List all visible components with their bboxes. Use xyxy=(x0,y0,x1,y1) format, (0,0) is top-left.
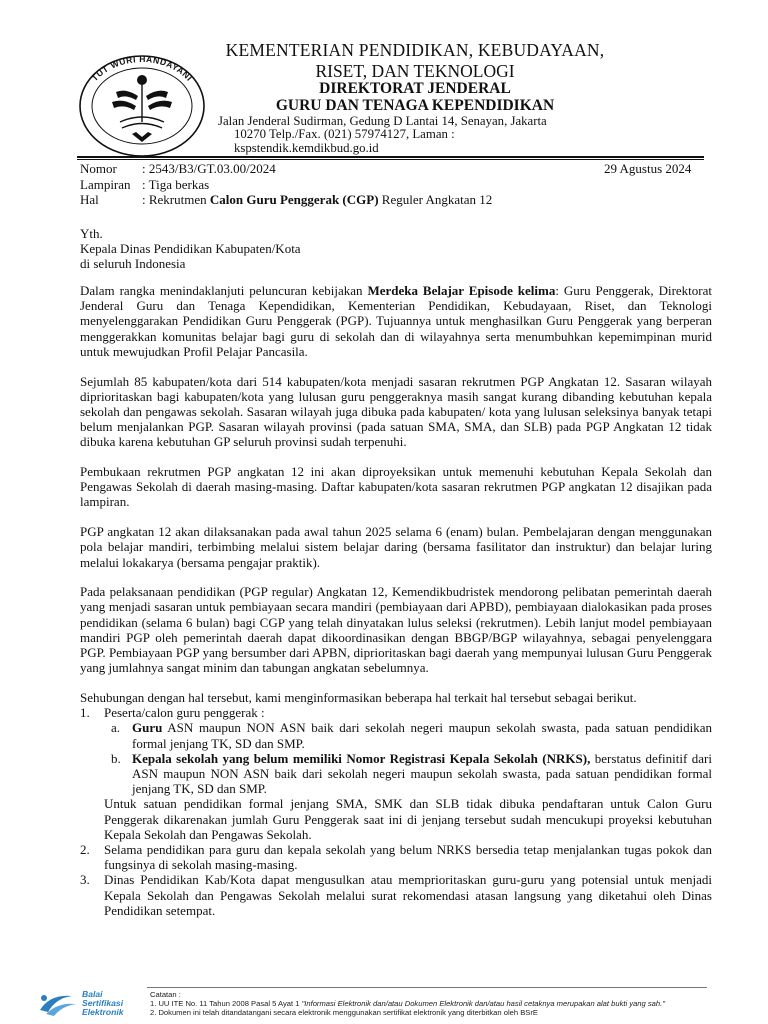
list-item-note: Untuk satuan pendidikan formal jenjang SMA, SMK dan SLB tidak dibuka pendaftaran untuk Calon Guru Penggerak dikarenakan jumlah Guru Penggerak saat ini di jenjang tersebut sudah mencukupi proyeksi kebutuhan Kepala Sekolah dan Pengawas Sekolah. xyxy=(104,796,712,842)
paragraph-2: Sejumlah 85 kabupaten/kota dari 514 kabupaten/kota menjadi sasaran rekrutmen PGP Angkatan 12. Sasaran wilayah diprioritaskan bagi kabupaten/kota yang lulusan guru penggeraknya masih sangat kurang dibanding kebutuhan kepala sekolah dan pengawas sekolah. Sasaran wilayah juga dibuka pada kabupaten/ kota yang lulusan seleksinya banyak tetapi belum menjalankan PGP. Sasaran wilayah provinsi (pada satuan SMA, SMA, dan SLB) pada PGP Angkatan 12 tidak dibuka karena kebutuhan GP seluruh provinsi sudah terpenuhi. xyxy=(80,373,712,450)
letter-date: 29 Agustus 2024 xyxy=(604,161,692,176)
list-item-text: Peserta/calon guru penggerak : xyxy=(104,705,265,721)
list-item-text: Selama pendidikan para guru dan kepala sekolah yang belum NRKS bersedia tetap menjalankan tugas pokok dan fungsinya di sekolah masing-masing. xyxy=(104,842,712,873)
note1-quote: "Informasi Elektronik dan/atau Dokumen Elektronik dan/atau hasil cetaknya merupakan alat bukti yang sah." xyxy=(301,999,665,1009)
bsre-text xyxy=(82,990,124,1017)
address-line1: Jalan Jenderal Sudirman, Gedung D Lantai 14, Senayan, Jakarta xyxy=(218,114,547,128)
letterhead-divider xyxy=(77,156,704,158)
paragraph-5: Pada pelaksanaan pendidikan (PGP regular) Angkatan 12, Kemendikbudristek mendorong pelibatan pemerintah daerah yang menjadi sasaran untuk pembiayaan secara mandiri (pembiayaan dari APBD), pembiayaan dialokasikan pada proses pendidikan (selama 6 bulan) bagi CGP yang telah dinyatakan lulus seleksi (rekrutmen). Lebih lanjut model pembiayaan mandiri PGP oleh pemerintah daerah dapat dikoordinasikan dengan BBGP/BGP wilayahnya, sebagai penyelenggara PGP. Pembiayaan PGP yang bersumber dari APBN, diprioritaskan bagi daerah yang mempunyai lulusan Guru Penggerak yang jumlahnya sangat minim dan tabungan angkatan sebelumnya. xyxy=(80,584,712,676)
list-number: 3. xyxy=(80,872,90,888)
footer-divider xyxy=(147,987,707,988)
svg-text:TUT WURI HANDAYANI: TUT WURI HANDAYANI xyxy=(89,53,195,84)
nomor-value: : 2543/B3/GT.03.00/2024 xyxy=(142,161,276,176)
nomor-label: Nomor xyxy=(80,161,117,176)
directorate-line1: DIREKTORAT JENDERAL xyxy=(319,80,511,97)
sub-list-item xyxy=(104,720,712,750)
letterhead-divider-thin xyxy=(77,159,704,160)
list-number: 1. xyxy=(80,705,90,721)
bsre-line3: Elektronik xyxy=(82,1007,124,1017)
list-item xyxy=(80,842,712,872)
address-line2: 10270 Telp./Fax. (021) 57974127, Laman : xyxy=(234,127,455,141)
sub-b-text: berstatus definitif dari ASN maupun NON ASN baik dari sekolah negeri maupun sekolah swasta, pada satuan pendidikan formal jenjang TK, SD dan SMP. xyxy=(132,750,712,797)
letter-body xyxy=(80,283,712,918)
hal-prefix: : Rekrutmen xyxy=(142,192,210,207)
sub-a-text: ASN maupun NON ASN baik dari sekolah negeri maupun sekolah swasta, pada satuan pendidikan formal jenjang TK, SD dan SMP. xyxy=(132,720,712,751)
bsre-logo xyxy=(36,990,146,1020)
ministry-name-line2: RISET, DAN TEKNOLOGI xyxy=(315,61,515,81)
directorate-line2: GURU DAN TENAGA KEPENDIDIKAN xyxy=(275,97,555,114)
footer-note-2: 2. Dokumen ini telah ditandatangani secara elektronik menggunakan sertifikat elektronik yang diterbitkan oleh BSrE xyxy=(150,1008,538,1018)
hal-bold: Calon Guru Penggerak (CGP) xyxy=(209,192,379,207)
paragraph-1 xyxy=(80,283,712,359)
footer-note-1 xyxy=(150,999,665,1008)
sub-list xyxy=(104,720,712,796)
bsre-line2: Sertifikasi xyxy=(82,998,124,1008)
p1-text-a: Dalam rangka menindaklanjuti peluncuran kebijakan xyxy=(80,283,368,298)
ministry-name-line1: KEMENTERIAN PENDIDIKAN, KEBUDAYAAN, xyxy=(225,40,605,60)
list-number: 2. xyxy=(80,842,90,857)
sub-list-item xyxy=(104,751,712,797)
lampiran-value: : Tiga berkas xyxy=(142,177,210,192)
recipient: Kepala Dinas Pendidikan Kabupaten/Kota xyxy=(80,241,301,256)
paragraph-6: Sehubungan dengan hal tersebut, kami menginformasikan beberapa hal terkait hal tersebut sebagai berikut. xyxy=(80,689,637,705)
recipient-scope: di seluruh Indonesia xyxy=(80,256,186,271)
sub-a-bold: Guru xyxy=(132,720,163,736)
website-link[interactable]: kspstendik.kemdikbud.go.id xyxy=(234,141,379,155)
sub-b-bold: Kepala sekolah yang belum memiliki Nomor Registrasi Kepala Sekolah (NRKS), xyxy=(132,750,591,766)
sub-list-letter: a. xyxy=(111,720,121,736)
nomor-row xyxy=(80,161,276,177)
lampiran-label: Lampiran xyxy=(80,177,131,192)
list-item xyxy=(80,872,712,918)
tut-wuri-handayani-logo xyxy=(76,52,208,160)
hal-suffix: Reguler Angkatan 12 xyxy=(378,192,493,207)
list-item-text: Dinas Pendidikan Kab/Kota dapat mengusulkan atau memprioritaskan guru-guru yang potensial untuk menjadi Kepala Sekolah dan Pengawas Sekolah melalui surat rekomendasi atasan langsung yang diketahui oleh Dinas Pendidikan setempat. xyxy=(104,872,712,918)
hal-label: Hal xyxy=(80,192,99,207)
numbered-list xyxy=(80,705,712,918)
catatan-label: Catatan : xyxy=(150,990,181,999)
sub-list-letter: b. xyxy=(111,750,121,766)
bsre-swoosh-icon xyxy=(36,990,80,1018)
bsre-line1: Balai xyxy=(82,989,103,999)
p1-text-b: : Guru Penggerak, Direktorat Jenderal Guru dan Tenaga Kependidikan, Kementerian Pendidikan, Kebudayaan, Riset, dan Teknologi menyelenggarakan Pendidikan Guru Penggerak (PGP). Tujuannya untuk menghasilkan Guru Penggerak yang berperan menggerakkan komunitas belajar bagi guru di sekolah dan di wilayahnya serta menumbuhkan kepemimpinan murid untuk mewujudkan Profil Pelajar Pancasila. xyxy=(80,283,712,359)
lampiran-row xyxy=(80,177,209,193)
p1-bold: Merdeka Belajar Episode kelima xyxy=(367,283,556,298)
paragraph-3: Pembukaan rekrutmen PGP angkatan 12 ini akan diproyeksikan untuk memenuhi kebutuhan Kepala Sekolah dan Pengawas Sekolah di daerah masing-masing. Daftar kabupaten/kota sasaran rekrutmen PGP angkatan 12 disajikan pada lampiran. xyxy=(80,464,712,510)
hal-row xyxy=(80,192,492,208)
note1-text: 1. UU ITE No. 11 Tahun 2008 Pasal 5 Ayat 1 xyxy=(150,999,302,1009)
list-item xyxy=(80,705,712,842)
paragraph-4: PGP angkatan 12 akan dilaksanakan pada awal tahun 2025 selama 6 (enam) bulan. Pembelajaran dengan menggunakan pola belajar mandiri, terbimbing melalui sistem belajar daring (bersama fasilitator dan instruktur) dan belajar luring melalui lokakarya (bersama pengajar praktik). xyxy=(80,524,712,570)
salutation: Yth. xyxy=(80,226,103,241)
footer-notes xyxy=(150,990,665,1018)
